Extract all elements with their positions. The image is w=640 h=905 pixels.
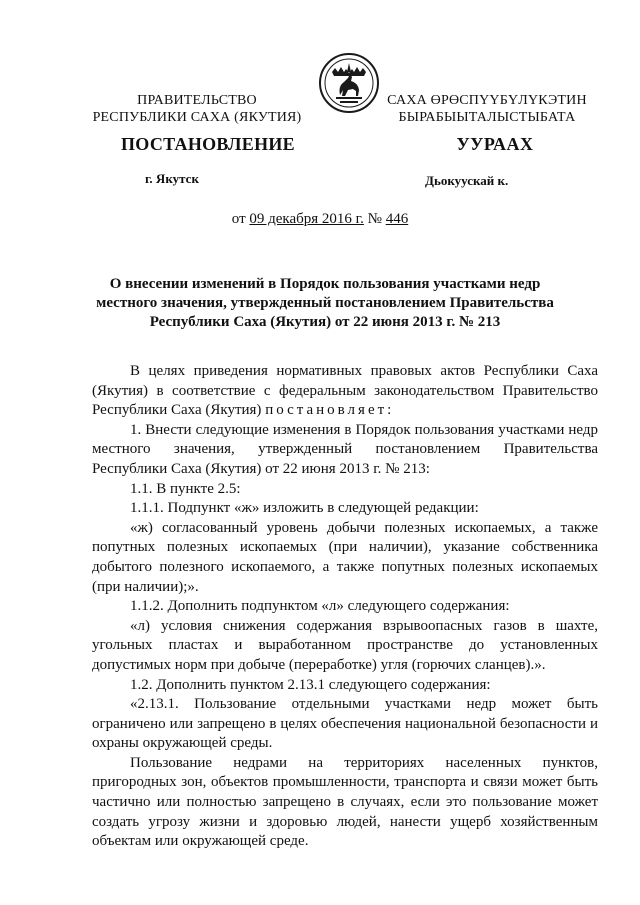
government-line-sakha-2: БЫРАБЫЫТАЛЫСТЫБАТА [398,110,576,125]
paragraph-zh: «ж) согласованный уровень добычи полезных ископаемых, а также попутных полезных ископаемых (при наличии), указание собственника добытого полезного ископаемого, а также попутных полезных ископаемых (при наличии);». [92,519,598,595]
paragraph-1-1: 1.1. В пункте 2.5: [130,480,241,497]
document-date: 09 декабря 2016 г. [249,211,364,227]
government-line-1: ПРАВИТЕЛЬСТВО [137,93,257,108]
paragraph-1-2: 1.2. Дополнить пунктом 2.13.1 следующего содержания: [130,676,491,693]
title-line-3: Республики Саха (Якутия) от 22 июня 2013 г. № 213 [149,314,501,330]
document-title [95,275,555,332]
resolves-word: постановляет: [265,402,395,419]
preamble-text: В целях приведения нормативных правовых актов Республики Саха (Якутия) в соответствие с федеральным законодательством Правительство Республики Саха (Якутия) [92,363,598,419]
paragraph-l: «л) условия снижения содержания взрывоопасных газов в шахте, угольных пластах и выработанном пространстве до установленных допустимых норм при добыче (переработке) угля (горючих сланцев).». [92,617,598,673]
title-line-2: местного значения, утвержденный постановлением Правительства [96,295,554,311]
date-prefix: от [231,211,250,227]
document-body [92,362,598,852]
coat-of-arms-icon [318,50,380,116]
paragraph-1-1-1: 1.1.1. Подпункт «ж» изложить в следующей редакции: [130,500,479,517]
government-name-sakha [372,92,602,126]
paragraph-2-13-1: «2.13.1. Пользование отдельными участками недр может быть ограничено или запрещено в целях обеспечения национальной безопасности и охраны окружающей среды. [92,696,598,752]
paragraph-1-1-2: 1.1.2. Дополнить подпунктом «л» следующего содержания: [130,598,510,615]
paragraph-1: 1. Внести следующие изменения в Порядок пользования участками недр местного значения, утвержденный постановлением Правительства Республики Саха (Якутия) от 22 июня 2013 г. № 213: [92,421,598,477]
document-number: 446 [385,211,409,227]
government-name-ru [92,92,302,126]
city-ru: г. Якутск [145,171,199,186]
date-number-line [0,211,640,228]
paragraph-preamble [92,362,598,421]
number-prefix: № [363,211,386,227]
doc-type-ru: ПОСТАНОВЛЕНИЕ [121,134,295,154]
city-sakha: Дьокуускай к. [425,173,509,188]
doc-type-sakha: УУРААХ [456,134,534,154]
paragraph-subsoil-use: Пользование недрами на территориях населенных пунктов, пригородных зон, объектов промышленности, транспорта и связи может быть частично или полностью запрещено в случаях, если это пользование может создать угрозу жизни и здоровью людей, нанести ущерб хозяйственным объектам или окружающей среде. [92,754,598,850]
government-line-2: РЕСПУБЛИКИ САХА (ЯКУТИЯ) [92,110,302,125]
title-line-1: О внесении изменений в Порядок пользования участками недр [109,276,541,292]
government-line-sakha-1: САХА ӨРӨСПҮҮБҮЛҮКЭТИН [387,93,587,108]
